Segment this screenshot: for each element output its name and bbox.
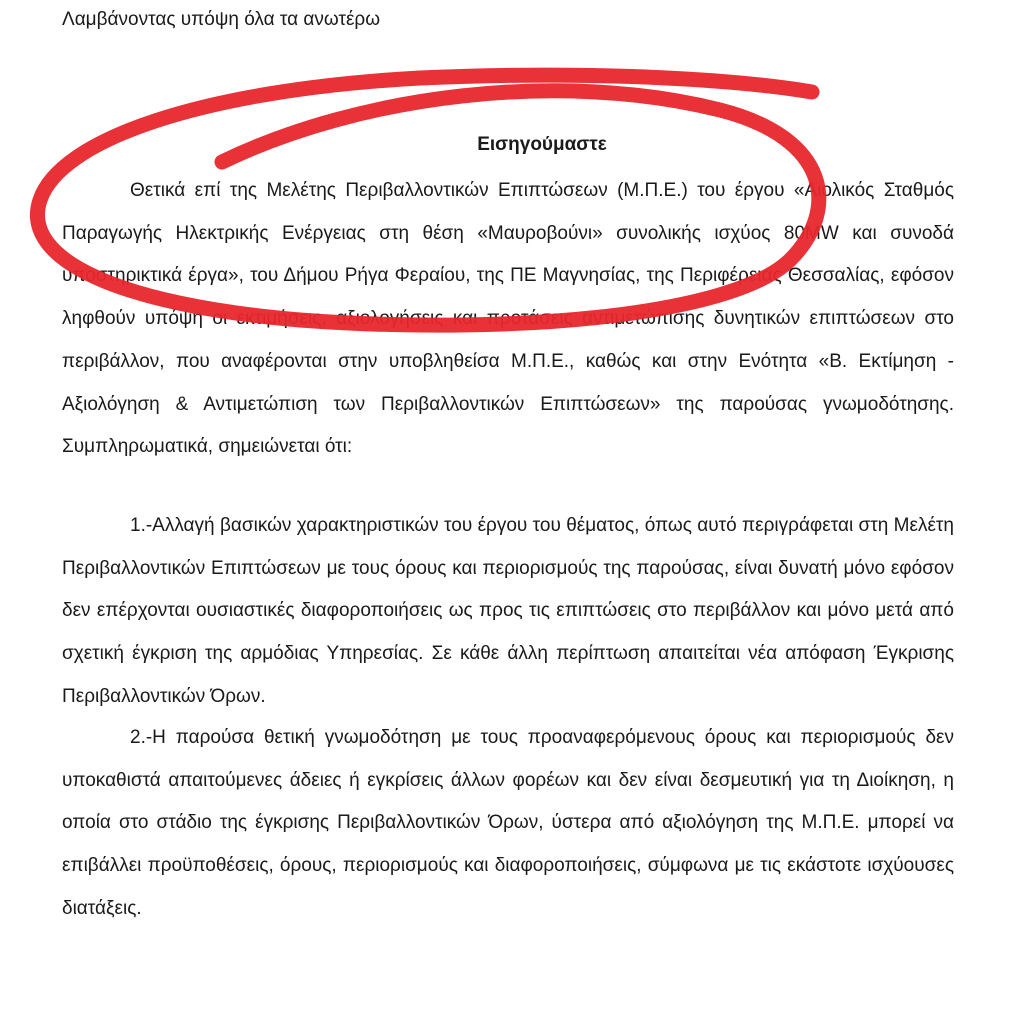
paragraph-main-text: Θετικά επί της Μελέτης Περιβαλλοντικών Επιπτώσεων (Μ.Π.Ε.) του έργου «Αιολικός Σταθμός Παραγωγής Ηλεκτρικής Ενέργειας στη θέση «Μαυροβούνι» συνολικής ισχύος 80MW και συνοδά υποστηρικτικά έργα», του Δήμου Ρήγα Φεραίου, της ΠΕ Μαγνησίας, της Περιφέρειας Θεσσαλίας, εφόσον ληφθούν υπόψη οι εκτιμήσεις, αξιολογήσεις και προτάσεις αντιμετώπισης δυνητικών επιπτώσεων στο περιβάλλον, που αναφέρονται στην υποβληθείσα Μ.Π.Ε., καθώς και στην Ενότητα «Β. Εκτίμηση - Αξιολόγηση & Αντιμετώπιση των Περιβαλλοντικών Επιπτώσεων» της παρούσας γνωμοδότησης. Συμπληρωματικά, σημειώνεται ότι: <box>62 180 954 458</box>
paragraph-item-2 <box>62 717 954 931</box>
intro-line: Λαμβάνοντας υπόψη όλα τα ανωτέρω <box>62 9 381 30</box>
paragraph-item-2-text: 2.-Η παρούσα θετική γνωμοδότηση με τους προαναφερόμενους όρους και περιορισμούς δεν υποκαθιστά απαιτούμενες άδειες ή εγκρίσεις άλλων φορέων και δεν είναι δεσμευτική για τη Διοίκηση, η οποία στο στάδιο της έγκρισης Περιβαλλοντικών Όρων, ύστερα από αξιολόγηση της Μ.Π.Ε. μπορεί να επιβάλλει προϋποθέσεις, όρους, περιορισμούς και διαφοροποιήσεις, σύμφωνα με τις εκάστοτε ισχύουσες διατάξεις. <box>62 727 954 919</box>
paragraph-main <box>62 170 954 469</box>
paragraph-item-1 <box>62 505 954 719</box>
paragraph-item-1-text: 1.-Αλλαγή βασικών χαρακτηριστικών του έργου του θέματος, όπως αυτό περιγράφεται στη Μελέτη Περιβαλλοντικών Επιπτώσεων με τους όρους και περιορισμούς της παρούσας, είναι δυνατή μόνο εφόσον δεν επέρχονται ουσιαστικές διαφοροποιήσεις ως προς τις επιπτώσεις στο περιβάλλον και μόνο μετά από σχετική έγκριση της αρμόδιας Υπηρεσίας. Σε κάθε άλλη περίπτωση απαιτείται νέα απόφαση Έγκρισης Περιβαλλοντικών Όρων. <box>62 515 954 707</box>
section-heading: Εισηγούμαστε <box>477 134 607 155</box>
